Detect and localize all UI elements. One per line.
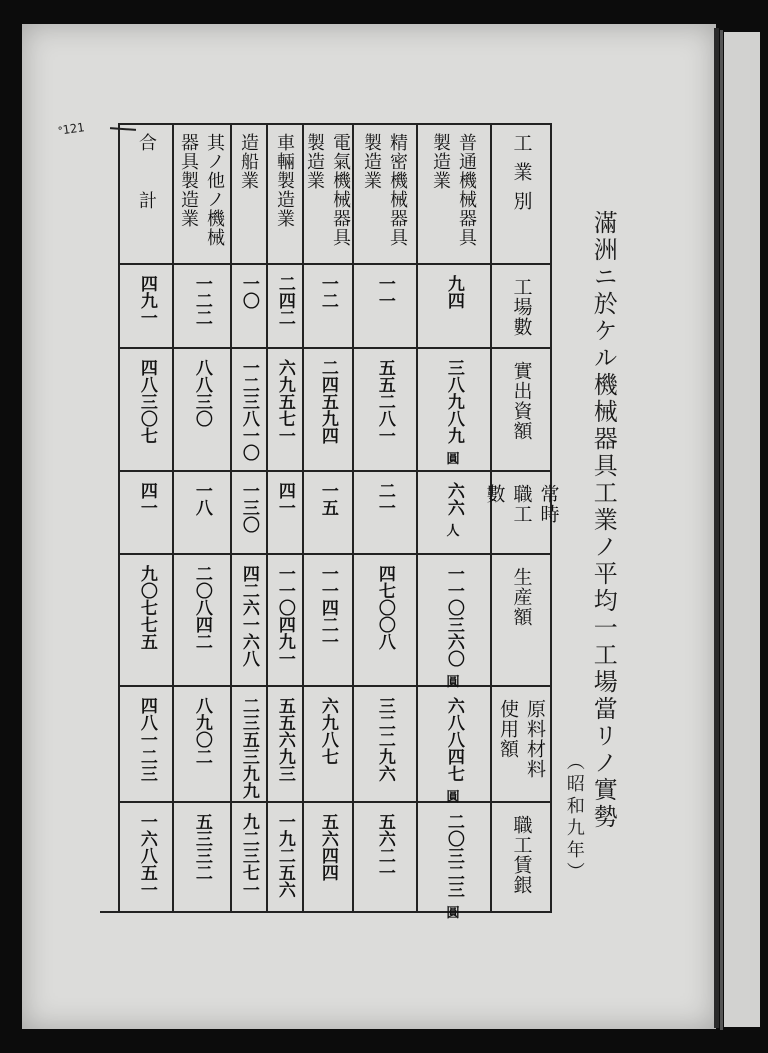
industry-label: 其ノ他ノ機械器具製造業 [178,133,225,247]
cell-value: 五五二八一 [374,359,395,444]
column-header-label: 職工賃銀 [510,815,533,895]
unit-label: 人 [446,524,460,539]
cell-value: 六九八七 [317,697,338,765]
corner-header-label: 工業別 [510,133,533,220]
table-cell [230,263,266,347]
column-header-label: 生産額 [510,567,533,627]
cell-value: 八八三〇 [191,359,212,427]
page-mark: ᐤ121 [57,120,86,138]
table-cell [172,347,230,470]
unit-label: 圓 [446,906,460,921]
table-cell [172,553,230,685]
table-cell [416,470,490,553]
cell-value: 一六八五一 [136,813,157,898]
table-cell [302,553,352,685]
cell-value: 四八三〇七 [136,359,157,444]
cell-value: 三八九八九 [443,359,464,444]
table-cell [302,263,352,347]
column-header [490,685,554,801]
cell-value: 二〇八四二 [191,565,212,650]
cell-value: 一一四二一 [317,565,338,650]
industry-label: 合計 [136,133,157,249]
cell-value: 九二三七一 [238,813,259,898]
column-header [483,470,560,553]
industry-header [172,125,230,263]
table-cell [302,470,352,553]
cell-value: 五六四四 [317,813,338,881]
table-cell [120,347,172,470]
table-cell [352,685,416,801]
table-cell [230,470,266,553]
industry-header [302,125,352,263]
column-header-label: 實出資額 [510,361,533,441]
table-cell [266,685,302,801]
unit-label: 圓 [446,452,460,467]
cell-value: 四二六一六八 [238,565,259,667]
industry-header [416,125,490,263]
cell-value: 一三〇 [238,482,259,533]
column-header-label: 常時職工數 [483,484,560,524]
table-cell [120,263,172,347]
cell-value: 二四五九四 [317,359,338,444]
table-cell [416,553,490,690]
cell-value: 四九一 [136,275,157,326]
cell-value: 一八 [191,482,212,516]
table-cell [266,263,302,347]
cell-value: 二三五三九九 [238,697,259,799]
table-cell [120,801,172,915]
cell-value: 三二二九六 [374,697,395,782]
corner-header [490,125,554,263]
table-cell [266,347,302,470]
cell-value: 九〇七七五 [136,565,157,650]
unit-label: 圓 [446,790,460,805]
cell-value: 一一〇三六〇 [443,565,464,667]
book-spine-line-inner [720,30,723,1030]
cell-value: 六八八四七 [443,697,464,782]
cell-value: 五三三二 [191,813,212,881]
cell-value: 一二三八一〇 [238,359,259,461]
table-cell [352,347,416,470]
industry-label: 普通機械器具製造業 [430,133,477,247]
table-cell [120,470,172,553]
cell-value: 四一 [274,482,295,516]
table-title: 滿洲ニ於ケル機械器具工業ノ平均一工場當リノ實勢 [589,210,618,831]
cell-value: 一二 [317,275,338,309]
table-cell [172,801,230,915]
table-cell [266,470,302,553]
table-cell [302,347,352,470]
unit-label: 圓 [446,675,460,690]
industry-header [266,125,302,263]
cell-value: 一二二 [191,275,212,326]
cell-value: 四七〇〇八 [374,565,395,650]
cell-value: 四八一二三 [136,697,157,782]
cell-value: 五六二一 [374,813,395,881]
table-cell [172,263,230,347]
column-header [490,553,554,685]
industry-label: 造船業 [238,133,259,190]
cell-value: 一九二五六 [274,813,295,898]
table-cell [416,685,490,805]
era-label: （昭和九年） [563,752,585,884]
cell-value: 一一 [374,275,395,309]
table-cell [230,347,266,470]
cell-value: 四一 [136,482,157,516]
table-cell [416,263,490,347]
industry-label: 精密機械器具製造業 [361,133,408,247]
table-cell [416,801,490,921]
cell-value: 五五六九三 [274,697,295,782]
cell-value: 一五 [317,482,338,516]
column-header [490,263,554,347]
table-cell [120,685,172,801]
industry-header [352,125,416,263]
column-header [490,347,554,470]
table-cell [302,801,352,915]
column-header-label: 工場數 [510,277,533,337]
cell-value: 二一 [374,482,395,516]
book-spine-line [714,28,719,1028]
table-cell [352,801,416,915]
table-cell [230,801,266,915]
table-cell [266,801,302,915]
table-cell [172,685,230,801]
cell-value: 九四 [443,275,464,309]
table-cell [120,553,172,685]
table-cell [230,553,266,685]
cell-value: 二〇三二三 [443,813,464,898]
industry-label: 車輛製造業 [274,133,295,228]
cell-value: 一一〇四九一 [274,565,295,667]
column-header-label: 原料材料使用額 [497,699,546,779]
cell-value: 八九〇二 [191,697,212,765]
industry-header [230,125,266,263]
industry-header [120,125,172,263]
adjacent-page-edge [724,32,760,1027]
cell-value: 一〇 [238,275,259,309]
cell-value: 二四二 [274,275,295,326]
column-header [490,801,554,915]
table-cell [266,553,302,685]
industry-label: 電氣機械器具製造業 [304,133,351,247]
table-cell [416,347,490,470]
statistics-table [118,123,560,921]
cell-value: 六九五七一 [274,359,295,444]
table-cell [352,470,416,553]
table-cell [230,685,266,801]
table-cell [352,263,416,347]
table-cell [302,685,352,801]
table-cell [172,470,230,553]
table-cell [352,553,416,685]
cell-value: 六六 [443,482,464,516]
